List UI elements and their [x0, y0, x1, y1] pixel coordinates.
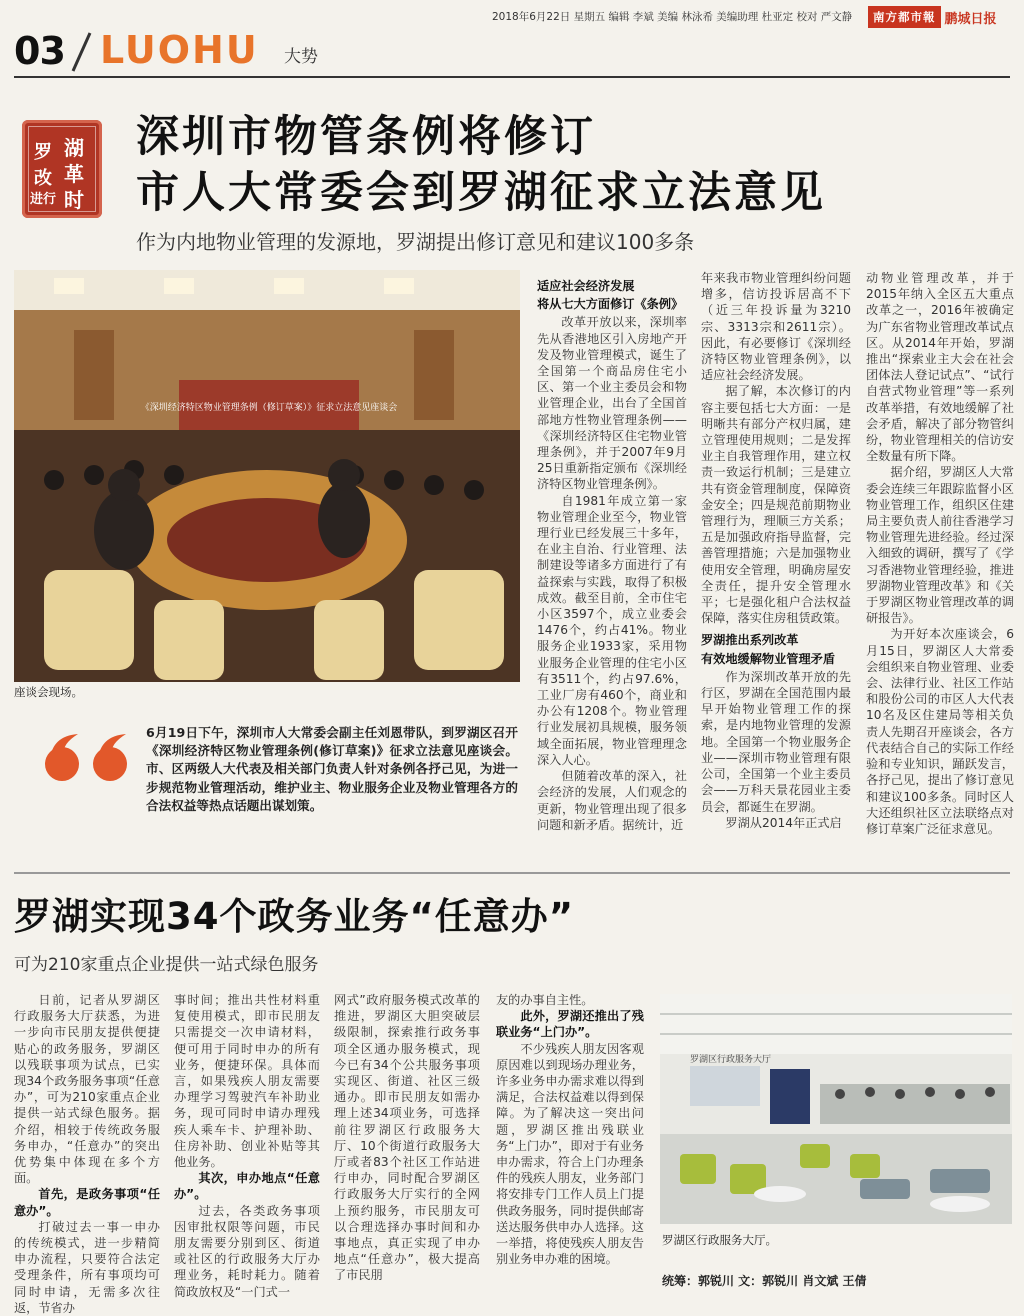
paragraph: 此外，罗湖还推出了残联业务“上门办”。 — [496, 1009, 644, 1040]
article1-column-1 — [537, 274, 687, 833]
seal-char: 改 — [34, 168, 52, 189]
service-hall-photo — [660, 994, 1012, 1224]
paragraph: 日前，记者从罗湖区行政服务大厅获悉，为进一步向市民朋友提供便捷贴心的政务服务，罗湖区以残联事项为试点，已实现34个政务服务事项“任意办”，可为210家重点企业提供一站式绿色服务。据介绍，相较于传统政务服务申办，“任意办”的突出优势集中体现在多个方面。 — [14, 993, 160, 1186]
paragraph: 友的办事自主性。 — [496, 993, 594, 1007]
paragraph: 为开好本次座谈会，6月15日，罗湖区人大常委会组织来自物业管理、业委会、法律行业、社区工作站和股份公司的市区人大代表10名及区住建局等相关负责人先期召开座谈会，各方代表结合自己的实际工作经验和专业知识，踊跃发言，各抒己见，提出了修订意见和建议100多条。同时区人大还组织社区立法联络点对修订草案广泛征求意见。 — [866, 627, 1014, 836]
paragraph: 年来我市物业管理纠纷问题增多，信访投诉居高不下（近三年投诉量为3210宗、3313宗和2611宗）。因此，有必要修订《深圳经济特区物业管理条例》，以适应社会经济发展。 — [701, 271, 851, 383]
newspaper-logo — [868, 6, 1018, 28]
article2-column-2 — [174, 992, 320, 1300]
article1-subtitle: 作为内地物业管理的发源地，罗湖提出修订意见和建议100多条 — [136, 230, 695, 254]
paragraph: 作为深圳改革开放的先行区，罗湖在全国范围内最早开始物业管理工作的探索，是内地物业管理的发源地。全国第一个物业服务企业——深圳市物业管理有限公司，全国第一个业主委员会——万科天景花园业主委员会，都诞生在罗湖。 — [701, 669, 851, 814]
header-info: 2018年6月22日 星期五 编辑 李斌 美编 林泳希 美编助理 杜亚定 校对 严文静 — [492, 11, 853, 23]
paragraph: 动物业管理改革，并于2015年纳入全区五大重点改革之一，2016年被确定为广东省物业管理改革试点区。从2014年开始，罗湖推出“探索业主大会在社会团体法人登记试点”、“试行自营式物业管理”等一系列改革举措，有效地缓解了社会矛盾，解决了部分物管纠纷，物业管理相关的信访安全数量有所下降。 — [866, 271, 1014, 464]
paragraph: 其次，申办地点“任意办”。 — [174, 1171, 320, 1202]
slash-divider — [68, 31, 94, 73]
paper-name: 南方都市報 — [868, 6, 941, 28]
paragraph: 首先，是政务事项“任意办”。 — [14, 1187, 160, 1218]
col1-subhead-line2: 将从七大方面修订《条例》 — [537, 297, 684, 312]
col2-subhead-line1: 罗湖推出系列改革 — [701, 633, 799, 648]
service-hall-caption: 罗湖区行政服务大厅。 — [662, 1233, 777, 1247]
article2-subtitle: 可为210家重点企业提供一站式绿色服务 — [14, 955, 319, 975]
paragraph: 据了解，本次修订的内容主要包括七大方面：一是明晰共有部分产权归属，建立管理使用规则；二是发挥业主自我管理作用，建立权责一致运行机制；三是建立共有资金管理制度，保障资金安全；四是规范前期物业管理行为，理顺三方关系；五是加强政府指导监督，完善管理措施；六是加强物业使用安全管理，明确房屋安全责任，提升安全管理水平；七是强化租户合法权益保障，落实住房租赁政策。 — [701, 384, 851, 626]
paragraph: 改革开放以来，深圳率先从香港地区引入房地产开发及物业管理模式，诞生了全国第一个商品房住宅小区、第一个业主委员会和物业管理企业，出台了全国首部地方性物业管理条例——《深圳经济特区住宅物业管理条例》，并于2007年9月25日重新指定颁布《深圳经济特区物业管理条例》。 — [537, 315, 687, 492]
seal-char: 罗 — [34, 142, 52, 163]
paragraph: 打破过去一事一申办的传统模式，进一步精简申办流程，只要符合法定受理条件，所有事项均可同时申请，无需多次往返，节省办 — [14, 1219, 160, 1315]
article2-credits: 统筹：郭锐川 文：郭锐川 肖文斌 王倩 — [662, 1274, 867, 1288]
paragraph: 据介绍，罗湖区人大常委会连续三年跟踪监督小区物业管理工作，组织区住建局主要负责人前往香港学习物业管理先进经验。经过深入细致的调研，撰写了《学习香港物业管理经验，推进罗湖物业管理改革》和《关于罗湖区物业管理改革的调研报告》。 — [866, 465, 1014, 626]
reform-seal — [22, 120, 102, 218]
seal-char: 湖 — [64, 136, 84, 160]
service-hall-illustration — [660, 994, 1012, 1224]
article1-lead: 6月19日下午，深圳市人大常委会副主任刘恩带队，到罗湖区召开《深圳经济特区物业管理条例(修订草案)》征求立法意见座谈会。市、区两级人大代表及相关部门负责人针对条例各抒己见，为进一步规范物业管理活动，维护业主、物业服务企业及物业管理各方的合法权益等热点话题出谋划策。 — [146, 725, 518, 813]
section-divider — [14, 872, 1010, 874]
article1-title-line2: 市人大常委会到罗湖征求立法意见 — [136, 168, 826, 218]
meeting-room-illustration — [14, 270, 520, 682]
article2-title: 罗湖实现34个政务业务“任意办” — [14, 895, 575, 938]
col1-subhead-line1: 适应社会经济发展 — [537, 279, 635, 293]
hall-sign: 罗湖区行政服务大厅 — [690, 1055, 772, 1065]
article1-column-3 — [866, 270, 1014, 837]
meeting-photo — [14, 270, 520, 682]
section-name: LUOHU — [100, 28, 259, 72]
quote-mark-icon — [40, 730, 136, 784]
page-number: 03 — [14, 29, 65, 73]
paragraph: 但随着改革的深入，社会经济的发展，人们观念的更新，物业管理出现了很多问题和新矛盾。据统计，近 — [537, 769, 687, 832]
paragraph: 网式”政府服务模式改革的推进，罗湖区大胆突破层级限制，探索推行政务事项全区通办服务模式，现今已有34个公共服务事项实现区、街道、社区三级通办。即市民朋友如需办理上述34项业务，可选择前往罗湖区行政服务大厅、10个街道行政服务大厅或者83个社区工作站进行申办，同时配合罗湖区行政服务大厅实行的全网上预约服务，市民朋友可以合理选择办事时间和办事地点，真正实现了申办地点“任意办”，极大提高了市民朋 — [334, 993, 480, 1283]
meeting-photo-caption: 座谈会现场。 — [14, 685, 83, 699]
article2-column-3 — [334, 992, 480, 1284]
seal-char: 时 — [64, 188, 84, 212]
seal-char: 革 — [64, 162, 84, 186]
brand-name: 鹏城日报 — [944, 12, 997, 27]
article1-column-2 — [701, 270, 851, 831]
article1-title-line1: 深圳市物管条例将修订 — [136, 112, 596, 162]
section-tag: 大势 — [284, 47, 318, 67]
paragraph: 自1981年成立第一家物业管理企业至今，物业管理行业已经发展三十多年，在业主自治、行业管理、法制建设等诸多方面进行了有益探索与实践，取得了积极成效。截至目前，全市住宅小区3597个，成立业委会1476个，约占41%。物业服务企业1933家，采用物业服务企业管理的住宅小区有3511个，约占97.6%，工业厂房有460个，商业和办公有1208个。物业管理行业发展初具规模，服务领域全面拓展，物业管理理念深入人心。 — [537, 493, 687, 767]
article2-column-1 — [14, 992, 160, 1316]
paragraph: 过去，各类政务事项因审批权限等问题，市民朋友需要分别到区、街道或社区的行政服务大厅办理业务，耗时耗力。随着简政放权及“一门式一 — [174, 1203, 320, 1299]
article2-column-4 — [496, 992, 644, 1267]
paragraph: 不少残疾人朋友因客观原因难以到现场办理业务，许多业务申办需求难以得到满足，合法权益难以得到保障。为了解决这一突出问题，罗湖区推出残联业务“上门办”，即对于有业务申办需求，符合上门办理条件的残疾人朋友，业务部门将安排专门工作人员上门提供政务服务，同时提供邮寄送达服务供申办人选择。这一举措，将使残疾人朋友告别业务申办难的困境。 — [496, 1041, 644, 1267]
screen-text: 《深圳经济特区物业管理条例（修订草案）》征求立法意见座谈会 — [140, 403, 398, 413]
header-rule — [14, 76, 1010, 78]
seal-char: 进行 — [30, 192, 57, 207]
paragraph: 罗湖从2014年正式启 — [725, 815, 842, 830]
col2-subhead-line2: 有效地缓解物业管理矛盾 — [701, 651, 836, 666]
paragraph: 事时间；推出共性材料重复使用模式，即市民朋友只需提交一次申请材料，便可用于同时申办的所有业务，便捷环保。具体而言，如果残疾人朋友需要办理学习驾驶汽车补助业务，现可同时申请办理残疾人乘车卡、护理补助、住房补助、创业补贴等其他业务。 — [174, 993, 320, 1170]
